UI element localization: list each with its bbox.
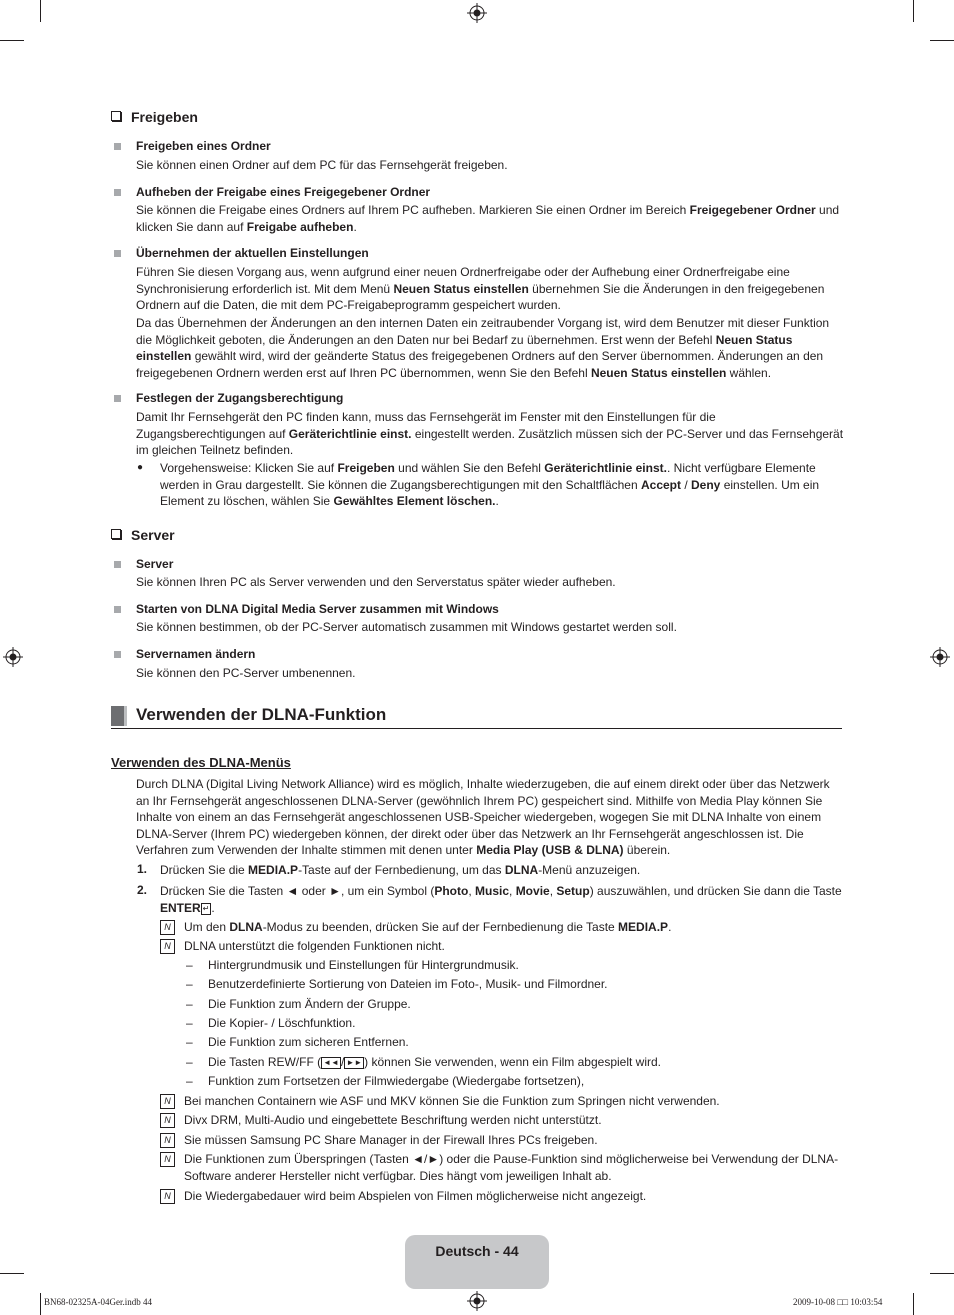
- square-bullet-icon: [114, 561, 121, 568]
- registration-mark-icon: [3, 647, 23, 667]
- step-number: 2.: [137, 883, 148, 897]
- page-number-tab: [405, 1235, 549, 1289]
- square-bullet-icon: [114, 651, 121, 658]
- note-icon: N: [160, 1094, 175, 1109]
- item-heading: Festlegen der Zugangsberechtigung: [136, 391, 344, 405]
- dash-item: Die Tasten REW/FF ( ◄◄ / ►► ) können Sie verwenden, wenn ein Film abgespielt wird.: [208, 1055, 661, 1069]
- item-text: Damit Ihr Fernsehgerät den PC finden kann, muss das Fernsehgerät im Fenster mit den Einstellungen für die Zugangsberechtigungen auf Geräterichtlinie einst. eingestellt werden. Zusätzlich müssen sich der PC-Server und das Fernsehgerät im gleichen Teilnetz befinden.: [136, 410, 844, 458]
- section-title-server: Server: [111, 527, 175, 543]
- item-text: Führen Sie diesen Vorgang aus, wenn aufgrund einer neuen Ordnerfreigabe oder der Aufhebung einer Ordnerfreigabe eine Synchronisierung erforderlich ist. Mit dem Menü Neuen Status einstellen übernehmen Sie die Änderungen in den freigegebenen Ordnern auf die Daten, die mit dem PC-Freigabeprogramm gespeichert wurden.: [136, 265, 825, 313]
- dash-bullet: –: [186, 958, 193, 972]
- note-icon: N: [160, 920, 175, 935]
- fast-forward-icon: ►►: [346, 1058, 363, 1067]
- intro-paragraph: Durch DLNA (Digital Living Network Alliance) wird es möglich, Inhalte wiederzugeben, die auf einem direkt oder über das Netzwerk an Ihr Fernsehgerät angeschlossenen DLNA-Server (gewöhnlich Ihrem PC) gespeichert sind. Mithilfe von Media Play können Sie Inhalte von einem an das Fernsehgerät angeschlossenen USB-Speicher wiedergeben, wogegen Sie mit DLNA Inhalte von einem DLNA-Server (Ihrem PC) wiedergeben können, der direkt oder über das Netzwerk an Ihr Fernsehgerät angeschlossen ist. Die Verfahren zum Verwenden der Inhalte stimmen mit denen unter Media Play (USB & DLNA) überein.: [136, 777, 830, 858]
- bullet-text: Vorgehensweise: Klicken Sie auf Freigeben und wählen Sie den Befehl Geräterichtlinie einst.. Nicht verfügbare Elemente werden in Grau dargestellt. Sie können die Zugangsberechtigungen mit den Schaltflächen Accept / Deny einstellen. Um ein Element zu löschen, wählen Sie Gewähltes Element löschen..: [160, 461, 820, 509]
- dash-item: Funktion zum Fortsetzen der Filmwiedergabe (Wiedergabe fortsetzen),: [208, 1074, 585, 1088]
- dash-item: Die Funktion zum Ändern der Gruppe.: [208, 997, 411, 1011]
- crop-mark: [0, 1273, 24, 1274]
- crop-mark: [40, 1293, 41, 1315]
- crop-mark: [930, 40, 954, 41]
- note-text: Bei manchen Containern wie ASF und MKV können Sie die Funktion zum Springen nicht verwenden.: [184, 1094, 720, 1108]
- note-icon: N: [160, 1152, 175, 1167]
- note-text: Die Funktionen zum Überspringen (Tasten ◄/►) oder die Pause-Funktion sind möglicherweise bei Verwendung der DLNA-Software anderer Hersteller nicht verfügbar. Dies hängt vom jeweiligen Inhalt ab.: [184, 1152, 839, 1183]
- square-bullet-icon: [114, 143, 121, 150]
- crop-mark: [0, 40, 24, 41]
- crop-mark: [913, 1293, 914, 1315]
- note-text: Sie müssen Samsung PC Share Manager in der Firewall Ihres PCs freigeben.: [184, 1133, 598, 1147]
- note-icon: N: [160, 1133, 175, 1148]
- square-bullet-icon: [114, 189, 121, 196]
- crop-mark: [930, 1273, 954, 1274]
- step-text: Drücken Sie die MEDIA.P-Taste auf der Fernbedienung, um das DLNA-Menü anzuzeigen.: [160, 863, 641, 877]
- checkbox-icon: [111, 111, 121, 121]
- crop-mark: [40, 0, 41, 22]
- note-text: Die Wiedergabedauer wird beim Abspielen von Filmen möglicherweise nicht angezeigt.: [184, 1189, 647, 1203]
- registration-mark-icon: [930, 647, 950, 667]
- chapter-heading: Verwenden der DLNA-Funktion: [111, 705, 842, 729]
- enter-key-icon: ↵: [202, 903, 210, 913]
- item-text: Sie können die Freigabe eines Ordners auf Ihrem PC aufheben. Markieren Sie einen Ordner im Bereich Freigegebener Ordner und klicken Sie dann auf Freigabe aufheben.: [136, 203, 840, 234]
- note-text: Um den DLNA-Modus zu beenden, drücken Sie auf der Fernbedienung die Taste MEDIA.P.: [184, 920, 672, 934]
- square-bullet-icon: [114, 250, 121, 257]
- item-heading: Freigeben eines Ordner: [136, 139, 271, 153]
- item-heading: Übernehmen der aktuellen Einstellungen: [136, 246, 369, 260]
- item-text: Sie können einen Ordner auf dem PC für das Fernsehgerät freigeben.: [136, 158, 508, 172]
- note-text: DLNA unterstützt die folgenden Funktionen nicht.: [184, 939, 445, 953]
- dash-bullet: –: [186, 1016, 193, 1030]
- dash-item: Die Kopier- / Löschfunktion.: [208, 1016, 356, 1030]
- dash-bullet: –: [186, 1035, 193, 1049]
- note-text: Divx DRM, Multi-Audio und eingebettete Beschriftung werden nicht unterstützt.: [184, 1113, 602, 1127]
- note-icon: N: [160, 1113, 175, 1128]
- rewind-icon: ◄◄: [323, 1058, 339, 1067]
- dash-item: Die Funktion zum sicheren Entfernen.: [208, 1035, 409, 1049]
- dash-item: Benutzerdefinierte Sortierung von Dateien im Foto-, Musik- und Filmordner.: [208, 977, 608, 991]
- dash-bullet: –: [186, 1074, 193, 1088]
- square-bullet-icon: [114, 606, 121, 613]
- note-icon: N: [160, 939, 175, 954]
- item-text: Sie können den PC-Server umbenennen.: [136, 666, 356, 680]
- crop-mark: [913, 0, 914, 22]
- checkbox-icon: [111, 529, 121, 539]
- item-heading: Server: [136, 557, 174, 571]
- heading-bar-icon: [111, 706, 124, 726]
- item-text: Da das Übernehmen der Änderungen an den internen Daten ein zeitraubender Vorgang ist, wird dem Benutzer mit dieser Funktion die Möglichkeit geboten, die Änderungen an den Daten nur bei Bedarf zu übernehmen. Erst wenn der Befehl Neuen Status einstellen gewählt wird, wird der geänderte Status des freigegebenen Ordners auf den Server übernommen. Änderungen an den freigegebenen Ordnern werden erst auf Ihren PC übernommen, wenn Sie den Befehl Neuen Status einstellen wählen.: [136, 316, 830, 380]
- section-title-freigeben: Freigeben: [111, 109, 198, 125]
- page-label: Deutsch - 44: [435, 1243, 519, 1259]
- item-heading: Starten von DLNA Digital Media Server zusammen mit Windows: [136, 602, 499, 616]
- step-number: 1.: [137, 862, 148, 876]
- dash-bullet: –: [186, 1055, 193, 1069]
- print-slug-date: 2009-10-08 □□ 10:03:54: [793, 1297, 883, 1307]
- item-heading: Servernamen ändern: [136, 647, 256, 661]
- registration-mark-icon: [467, 1291, 487, 1311]
- item-text: Sie können bestimmen, ob der PC-Server automatisch zusammen mit Windows gestartet werden soll.: [136, 620, 677, 634]
- item-heading: Aufheben der Freigabe eines Freigegebener Ordner: [136, 185, 431, 199]
- item-text: Sie können Ihren PC als Server verwenden und den Serverstatus später wieder aufheben.: [136, 575, 616, 589]
- print-slug-file: BN68-02325A-04Ger.indb 44: [44, 1297, 152, 1307]
- bullet-dot-icon: ●: [137, 462, 144, 473]
- dash-bullet: –: [186, 977, 193, 991]
- step-text: Drücken Sie die Tasten ◄ oder ►, um ein Symbol (Photo, Music, Movie, Setup) auszuwählen, und drücken Sie dann die Taste ENTER ↵ .: [160, 884, 842, 915]
- dash-bullet: –: [186, 997, 193, 1011]
- note-icon: N: [160, 1189, 175, 1204]
- subheading: Verwenden des DLNA-Menüs: [111, 755, 291, 770]
- dash-item: Hintergrundmusik und Einstellungen für Hintergrundmusik.: [208, 958, 519, 972]
- registration-mark-icon: [467, 3, 487, 23]
- square-bullet-icon: [114, 395, 121, 402]
